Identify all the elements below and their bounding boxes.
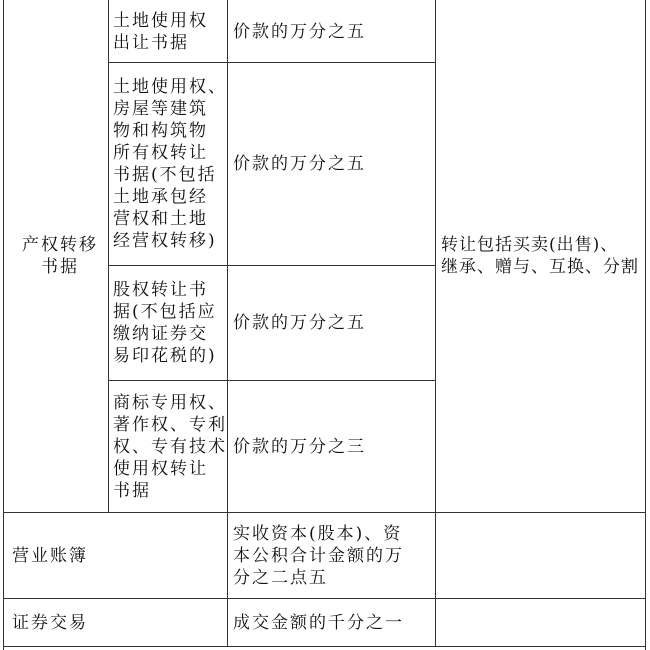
row-divider — [108, 380, 436, 381]
category-cell: 产权转移 书据 — [22, 235, 98, 277]
category-cell: 营业账簿 — [12, 545, 88, 566]
rate-cell: 价款的万分之五 — [233, 154, 366, 174]
rate-cell: 价款的万分之三 — [233, 436, 366, 457]
note-cell — [441, 599, 641, 646]
item-cell: 商标专用权、 著作权、专利 权、专有技术 使用权转让 书据 — [113, 392, 227, 501]
rate-cell: 实收资本(股本)、资 本公积合计金额的万 分之二点五 — [233, 523, 404, 588]
column-divider-item — [108, 0, 109, 512]
note-cell — [441, 513, 641, 598]
row-divider — [108, 62, 436, 63]
rate-cell: 成交金额的千分之一 — [233, 612, 404, 633]
item-cell: 股权转让书 据(不包括应 缴纳证券交 易印花税的) — [113, 280, 217, 366]
row-divider — [108, 265, 436, 266]
item-cell: 土地使用权、 房屋等建筑 物和构筑物 所有权转让 书据(不包括 土地承包经 营权和土地 经营权转移) — [113, 77, 227, 251]
note-cell: 转让包括买卖(出售)、 继承、赠与、互换、分割 — [441, 235, 639, 277]
item-cell: 土地使用权 出让书据 — [113, 11, 208, 53]
table-border-left — [3, 0, 4, 650]
column-divider-rate — [227, 0, 228, 647]
rate-cell: 价款的万分之五 — [233, 22, 366, 42]
rate-cell: 价款的万分之五 — [233, 313, 366, 333]
column-divider-note — [435, 0, 436, 647]
table-border-bottom — [3, 646, 646, 647]
category-cell: 证券交易 — [12, 612, 88, 633]
